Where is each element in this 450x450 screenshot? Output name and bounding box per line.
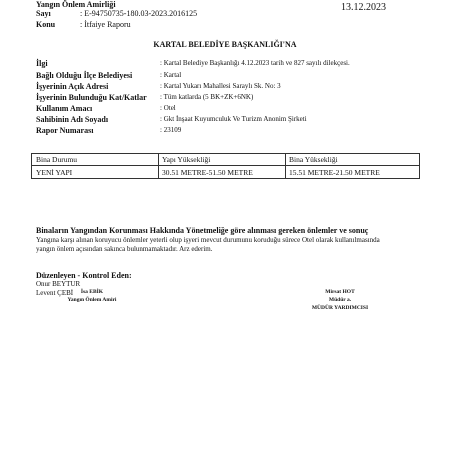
table-border-middle xyxy=(31,165,420,166)
field-value: : Kartal xyxy=(160,71,182,79)
sayi-label: Sayı xyxy=(36,9,51,18)
field-value: : Tüm katlarda (5 BK+ZK+6NK) xyxy=(160,93,254,101)
authority-name: Yangın Önlem Amirliği xyxy=(36,0,116,9)
table-cell: 15.51 METRE-21.50 METRE xyxy=(289,168,380,177)
conclusion-text: yangın önlem açısından sakınca bulunmamaktadır. Arz ederim. xyxy=(36,245,213,253)
signatory-title: Yangın Önlem Amiri xyxy=(67,297,117,303)
document-date: 13.12.2023 xyxy=(341,2,386,13)
signatory-title: Müdür a. xyxy=(328,297,352,303)
conclusion-heading: Binaların Yangından Korunması Hakkında Yönetmeliğe göre alınması gereken önlemler ve sonuç xyxy=(36,226,369,235)
field-value: : 23109 xyxy=(160,126,182,134)
table-border-top xyxy=(31,153,420,154)
addressee-title: KARTAL BELEDİYE BAŞKANLIĞI'NA xyxy=(153,40,297,49)
signatory-title: MÜDÜR YARDIMCISI xyxy=(311,305,369,311)
table-header-cell: Yapı Yüksekliği xyxy=(162,155,211,164)
field-label: Bağlı Olduğu İlçe Belediyesi xyxy=(36,71,133,80)
table-column-divider xyxy=(285,153,286,179)
field-label: Sahibinin Adı Soyadı xyxy=(36,115,109,124)
field-label: İlgi xyxy=(36,59,48,68)
field-label: İşyerinin Açık Adresi xyxy=(36,82,109,91)
table-header-cell: Bina Durumu xyxy=(36,155,78,164)
field-value: : Otel xyxy=(160,104,176,112)
sayi-value: : E-94750735-180.03-2023.2016125 xyxy=(80,9,198,18)
left-signature-block xyxy=(52,288,132,304)
field-label: İşyerinin Bulunduğu Kat/Katlar xyxy=(36,93,147,102)
field-value: : Gkt İnşaat Kuyumculuk Ve Turizm Anonim Şirketi xyxy=(160,115,307,123)
table-border-bottom xyxy=(31,178,420,179)
conclusion-text: Yangına karşı alınan koruyucu önlemler yeterli olup işyeri mevcut durumunu koruduğu sürece Otel olarak kullanılmasında xyxy=(36,236,380,244)
field-label: Kullanım Amacı xyxy=(36,104,93,113)
table-header-cell: Bina Yüksekliği xyxy=(289,155,338,164)
prepared-by-heading: Düzenleyen - Kontrol Eden: xyxy=(36,271,132,280)
field-value: : Kartal Belediye Başkanlığı 4.12.2023 tarih ve 827 sayılı dilekçesi. xyxy=(160,59,350,67)
field-value: : Kartal Yukarı Mahallesi Saraylı Sk. No: 3 xyxy=(160,82,281,90)
table-border-left xyxy=(31,153,32,179)
table-border-right xyxy=(419,153,420,179)
signatory-name: İsa EBİK xyxy=(80,289,104,295)
table-cell: YENİ YAPI xyxy=(36,168,73,177)
table-column-divider xyxy=(158,153,159,179)
prepared-by-name: Onur BEYTUR xyxy=(36,280,81,288)
konu-label: Konu xyxy=(36,20,56,29)
field-label: Rapor Numarası xyxy=(36,126,94,135)
right-signature-block xyxy=(300,288,380,312)
signatory-name: Mirsat HOT xyxy=(325,289,355,295)
konu-value: : İtfaiye Raporu xyxy=(80,20,131,29)
prepared-by-name: Levent ÇEBİ xyxy=(36,289,74,297)
table-cell: 30.51 METRE-51.50 METRE xyxy=(162,168,253,177)
